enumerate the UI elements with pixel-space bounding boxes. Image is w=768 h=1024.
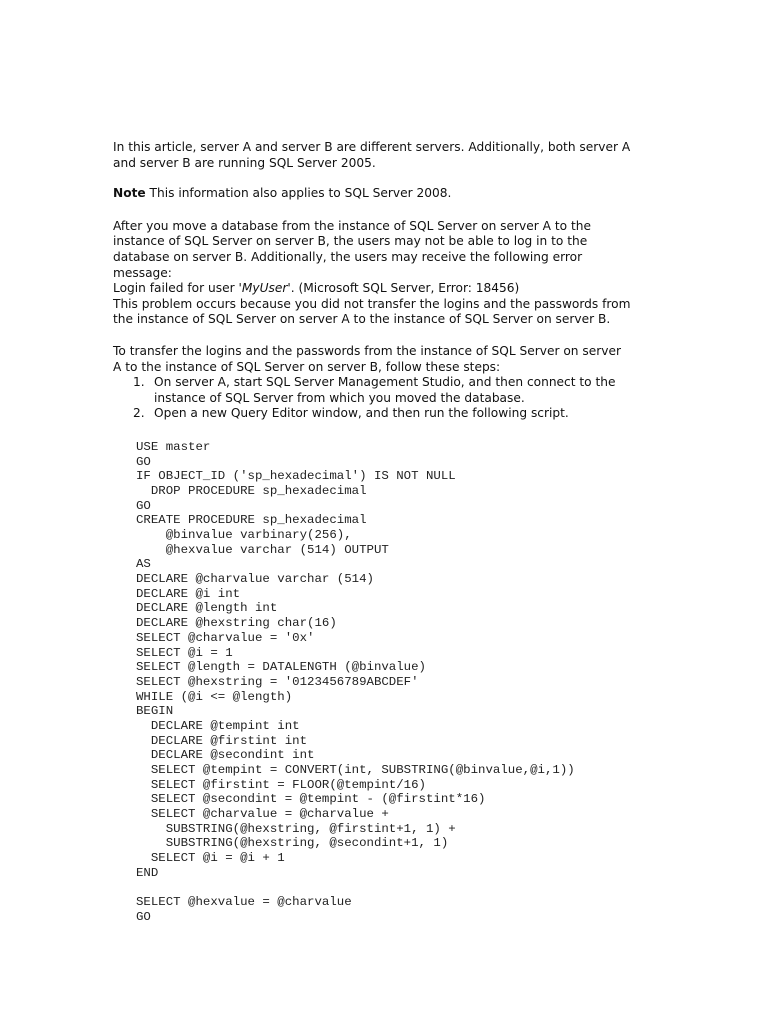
code-line: DROP PROCEDURE sp_hexadecimal [136,483,367,498]
text-line: instance of SQL Server on server B, the users may not be able to log in to the [113,234,588,249]
code-line: DECLARE @charvalue varchar (514) [136,572,374,587]
steps-intro [113,344,753,375]
note-text: This information also applies to SQL Server 2008. [145,186,452,201]
code-line: SELECT @hexvalue = @charvalue [136,895,352,910]
error-message [113,281,753,297]
text-line: In this article, server A and server B are different servers. Additionally, both server A [113,140,631,154]
note-paragraph [113,186,753,202]
error-prefix: Login failed for user ' [113,281,242,296]
code-line: SELECT @charvalue = '0x' [136,630,315,645]
list-item [133,406,753,422]
code-line: END [136,865,159,880]
code-line: SELECT @i = 1 [136,645,233,660]
code-line: DECLARE @hexstring char(16) [136,616,337,631]
note-line [113,186,753,202]
list-number: 1. [133,375,145,390]
list-item-continuation: instance of SQL Server from which you moved the database. [154,390,525,405]
code-line: DECLARE @tempint int [136,718,300,733]
error-suffix: '. (Microsoft SQL Server, Error: 18456) [287,281,520,296]
code-line: SELECT @charvalue = @charvalue + [136,807,389,822]
code-line: IF OBJECT_ID ('sp_hexadecimal') IS NOT NULL [136,469,456,484]
note-label: Note [113,186,146,201]
intro-paragraph [113,140,753,171]
code-line: USE master [136,439,211,454]
code-line: WHILE (@i <= @length) [136,689,293,704]
text-line: the instance of SQL Server on server A to the instance of SQL Server on server B. [113,312,611,327]
text-line: After you move a database from the instance of SQL Server on server A to the [113,218,591,233]
list-number: 2. [133,406,145,421]
code-line: SUBSTRING(@hexstring, @firstint+1, 1) + [136,821,456,836]
code-line: SELECT @hexstring = '0123456789ABCDEF' [136,674,419,689]
code-line [136,881,753,896]
text-line: and server B are running SQL Server 2005. [113,155,376,170]
steps-list [133,375,753,422]
code-line: DECLARE @i int [136,586,241,601]
code-line: @binvalue varbinary(256), [136,528,352,543]
error-user: MyUser [241,281,288,296]
text-line: database on server B. Additionally, the users may receive the following error [113,249,583,264]
list-text: Open a new Query Editor window, and then run the following script. [154,406,569,421]
code-line: DECLARE @secondint int [136,748,315,763]
code-line: SUBSTRING(@hexstring, @secondint+1, 1) [136,836,449,851]
text-line: message: [113,265,172,280]
list-text: On server A, start SQL Server Management Studio, and then connect to the [154,375,616,390]
code-line: GO [136,454,151,469]
article-body [113,140,753,925]
text-line: To transfer the logins and the passwords from the instance of SQL Server on server [113,343,621,358]
sql-script-code-block [136,440,753,925]
code-line: CREATE PROCEDURE sp_hexadecimal [136,513,367,528]
code-line: SELECT @secondint = @tempint - (@firstint*16) [136,792,486,807]
code-line: AS [136,557,151,572]
list-item [133,375,753,391]
code-line: GO [136,909,151,924]
code-line: GO [136,498,151,513]
code-line: SELECT @length = DATALENGTH (@binvalue) [136,660,426,675]
text-line: This problem occurs because you did not transfer the logins and the passwords from [113,296,631,311]
code-line: @hexvalue varchar (514) OUTPUT [136,542,389,557]
code-line: BEGIN [136,704,174,719]
code-line: DECLARE @length int [136,601,278,616]
text-line: A to the instance of SQL Server on server B, follow these steps: [113,359,501,374]
code-line: SELECT @tempint = CONVERT(int, SUBSTRING(@binvalue,@i,1)) [136,763,575,778]
code-line: DECLARE @firstint int [136,733,308,748]
code-line: SELECT @i = @i + 1 [136,851,285,866]
problem-paragraph [113,219,753,328]
code-line: SELECT @firstint = FLOOR(@tempint/16) [136,777,426,792]
